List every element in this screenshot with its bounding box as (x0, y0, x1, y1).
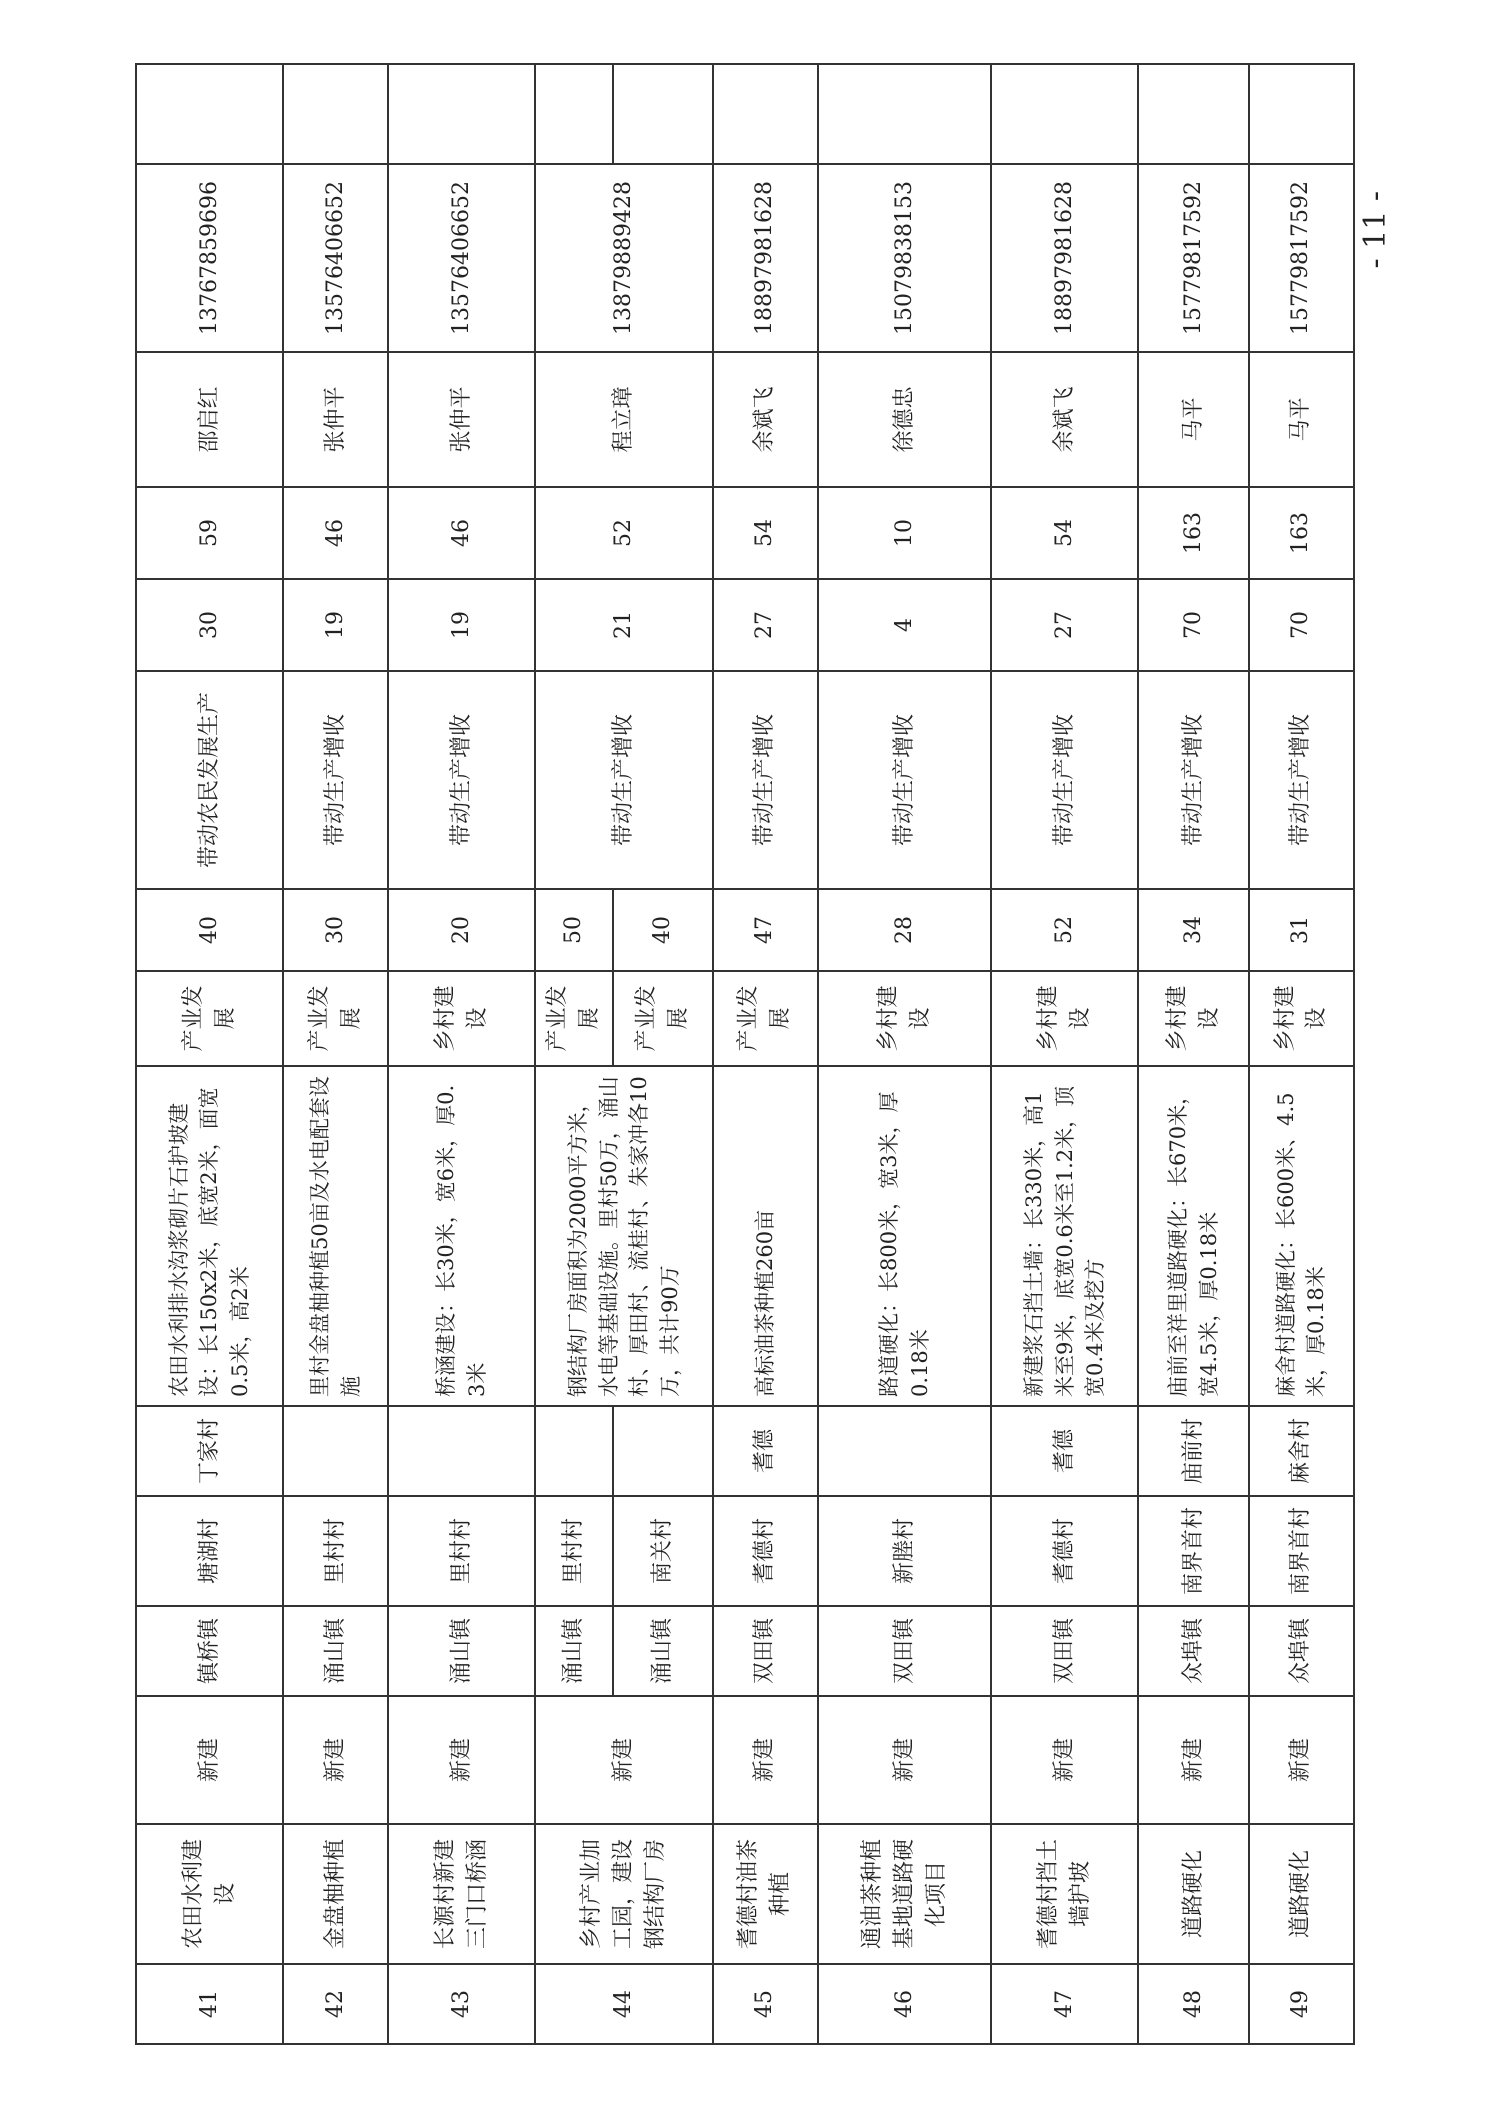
blank-cell (713, 64, 818, 164)
town: 众埠镇 (1138, 1606, 1248, 1696)
contact-person: 张仲平 (283, 352, 388, 487)
benefit: 带动农民发展生产 (136, 671, 283, 889)
blank-cell (388, 64, 535, 164)
investment: 47 (713, 889, 818, 971)
people: 10 (818, 487, 991, 579)
investment: 40 (136, 889, 283, 971)
contact-person: 邵启红 (136, 352, 283, 487)
contact-person: 程立璋 (535, 352, 712, 487)
project-name: 乡村产业加工园，建设钢结构厂房 (535, 1824, 712, 1964)
build-type: 新建 (283, 1696, 388, 1824)
project-content: 新建浆石挡土墙：长330米，高1米至9米，底宽0.6米至1.2米，顶宽0.4米及挖方 (991, 1066, 1138, 1406)
investment: 20 (388, 889, 535, 971)
table-row (136, 64, 283, 2044)
people: 54 (713, 487, 818, 579)
town: 众埠镇 (1249, 1606, 1354, 1696)
row-number: 41 (136, 1964, 283, 2044)
category: 产业发展 (613, 971, 713, 1066)
contact-person: 张仲平 (388, 352, 535, 487)
households: 27 (713, 579, 818, 671)
blank-cell (1138, 64, 1248, 164)
row-number: 49 (1249, 1964, 1354, 2044)
benefit: 带动生产增收 (991, 671, 1138, 889)
benefit: 带动生产增收 (388, 671, 535, 889)
benefit: 带动生产增收 (818, 671, 991, 889)
village: 南关村 (613, 1496, 713, 1606)
contact-person: 余斌飞 (713, 352, 818, 487)
village: 南界首村 (1249, 1496, 1354, 1606)
row-number: 46 (818, 1964, 991, 2044)
people: 52 (535, 487, 712, 579)
project-content: 农田水利排水沟浆砌片石护坡建设：长150x2米，底宽2米，面宽0.5米，高2米 (136, 1066, 283, 1406)
project-name: 金盘柚种植 (283, 1824, 388, 1964)
households: 70 (1249, 579, 1354, 671)
category: 产业发展 (283, 971, 388, 1066)
investment: 40 (613, 889, 713, 971)
category: 产业发展 (713, 971, 818, 1066)
table-row (1138, 64, 1248, 2044)
village: 耆德村 (991, 1496, 1138, 1606)
group: 庙前村 (1138, 1406, 1248, 1496)
build-type: 新建 (818, 1696, 991, 1824)
households: 30 (136, 579, 283, 671)
phone-number: 13879889428 (535, 164, 712, 352)
investment: 30 (283, 889, 388, 971)
project-name: 长源村新建三门口桥涵 (388, 1824, 535, 1964)
category: 乡村建设 (1138, 971, 1248, 1066)
table-row (535, 64, 613, 2044)
project-content: 钢结构厂房面积为2000平方米，水电等基础设施。里村50万，涌山村、厚田村、流桂村、朱家冲各10万，共计90万 (535, 1066, 712, 1406)
households: 19 (283, 579, 388, 671)
table-row (991, 64, 1138, 2044)
blank-cell (818, 64, 991, 164)
investment: 28 (818, 889, 991, 971)
village: 耆德村 (713, 1496, 818, 1606)
project-name: 农田水利建设 (136, 1824, 283, 1964)
build-type: 新建 (991, 1696, 1138, 1824)
town: 双田镇 (713, 1606, 818, 1696)
contact-person: 马平 (1249, 352, 1354, 487)
row-number: 42 (283, 1964, 388, 2044)
group (283, 1406, 388, 1496)
contact-person: 余斌飞 (991, 352, 1138, 487)
project-content: 路道硬化：长800米，宽3米，厚0.18米 (818, 1066, 991, 1406)
project-name: 耆德村挡土墙护坡 (991, 1824, 1138, 1964)
build-type: 新建 (535, 1696, 712, 1824)
town: 涌山镇 (535, 1606, 613, 1696)
households: 70 (1138, 579, 1248, 671)
blank-cell (283, 64, 388, 164)
town: 涌山镇 (613, 1606, 713, 1696)
table-row (283, 64, 388, 2044)
households: 19 (388, 579, 535, 671)
households: 21 (535, 579, 712, 671)
phone-number: 18897981628 (991, 164, 1138, 352)
project-table (135, 63, 1355, 2045)
page-number: - 11 - (1357, 191, 1393, 269)
town: 涌山镇 (283, 1606, 388, 1696)
contact-person: 徐德忠 (818, 352, 991, 487)
households: 4 (818, 579, 991, 671)
build-type: 新建 (1249, 1696, 1354, 1824)
category: 乡村建设 (991, 971, 1138, 1066)
blank-cell (1249, 64, 1354, 164)
people: 54 (991, 487, 1138, 579)
benefit: 带动生产增收 (1138, 671, 1248, 889)
town: 镇桥镇 (136, 1606, 283, 1696)
table-row (713, 64, 818, 2044)
people: 163 (1138, 487, 1248, 579)
category: 乡村建设 (1249, 971, 1354, 1066)
village: 里村村 (283, 1496, 388, 1606)
project-content: 麻舍村道路硬化：长600米、4.5米，厚0.18米 (1249, 1066, 1354, 1406)
phone-number: 13767859696 (136, 164, 283, 352)
people: 163 (1249, 487, 1354, 579)
build-type: 新建 (388, 1696, 535, 1824)
phone-number: 13576406652 (388, 164, 535, 352)
build-type: 新建 (713, 1696, 818, 1824)
group (388, 1406, 535, 1496)
category: 产业发展 (136, 971, 283, 1066)
town: 双田镇 (991, 1606, 1138, 1696)
table-row (388, 64, 535, 2044)
project-content: 里村金盘柚种植50亩及水电配套设施 (283, 1066, 388, 1406)
benefit: 带动生产增收 (1249, 671, 1354, 889)
table-row (818, 64, 991, 2044)
category: 乡村建设 (388, 971, 535, 1066)
village: 里村村 (535, 1496, 613, 1606)
people: 46 (388, 487, 535, 579)
town: 双田镇 (818, 1606, 991, 1696)
households: 27 (991, 579, 1138, 671)
blank-cell (613, 64, 713, 164)
category: 产业发展 (535, 971, 613, 1066)
group (535, 1406, 613, 1496)
phone-number: 13576406652 (283, 164, 388, 352)
village: 里村村 (388, 1496, 535, 1606)
people: 46 (283, 487, 388, 579)
row-number: 48 (1138, 1964, 1248, 2044)
category: 乡村建设 (818, 971, 991, 1066)
project-content: 桥涵建设：长30米，宽6米，厚0.3米 (388, 1066, 535, 1406)
contact-person: 马平 (1138, 352, 1248, 487)
project-content: 高标油茶种植260亩 (713, 1066, 818, 1406)
investment: 52 (991, 889, 1138, 971)
group (613, 1406, 713, 1496)
phone-number: 15079838153 (818, 164, 991, 352)
project-name: 道路硬化 (1138, 1824, 1248, 1964)
blank-cell (535, 64, 613, 164)
benefit: 带动生产增收 (535, 671, 712, 889)
village: 塘湖村 (136, 1496, 283, 1606)
project-name: 耆德村油茶种植 (713, 1824, 818, 1964)
project-content: 庙前至祥里道路硬化：长670米，宽4.5米，厚0.18米 (1138, 1066, 1248, 1406)
village: 新塍村 (818, 1496, 991, 1606)
phone-number: 18897981628 (713, 164, 818, 352)
group: 丁家村 (136, 1406, 283, 1496)
phone-number: 15779817592 (1138, 164, 1248, 352)
row-number: 47 (991, 1964, 1138, 2044)
project-table-sheet (135, 65, 1355, 2045)
build-type: 新建 (1138, 1696, 1248, 1824)
investment: 34 (1138, 889, 1248, 971)
town: 涌山镇 (388, 1606, 535, 1696)
row-number: 45 (713, 1964, 818, 2044)
group: 耆德 (991, 1406, 1138, 1496)
table-row (1249, 64, 1354, 2044)
project-name: 通油茶种植基地道路硬化项目 (818, 1824, 991, 1964)
blank-cell (136, 64, 283, 164)
group: 耆德 (713, 1406, 818, 1496)
row-number: 44 (535, 1964, 712, 2044)
build-type: 新建 (136, 1696, 283, 1824)
people: 59 (136, 487, 283, 579)
benefit: 带动生产增收 (713, 671, 818, 889)
investment: 31 (1249, 889, 1354, 971)
blank-cell (991, 64, 1138, 164)
investment: 50 (535, 889, 613, 971)
project-name: 道路硬化 (1249, 1824, 1354, 1964)
village: 南界首村 (1138, 1496, 1248, 1606)
group: 麻舍村 (1249, 1406, 1354, 1496)
row-number: 43 (388, 1964, 535, 2044)
group (818, 1406, 991, 1496)
benefit: 带动生产增收 (283, 671, 388, 889)
phone-number: 15779817592 (1249, 164, 1354, 352)
